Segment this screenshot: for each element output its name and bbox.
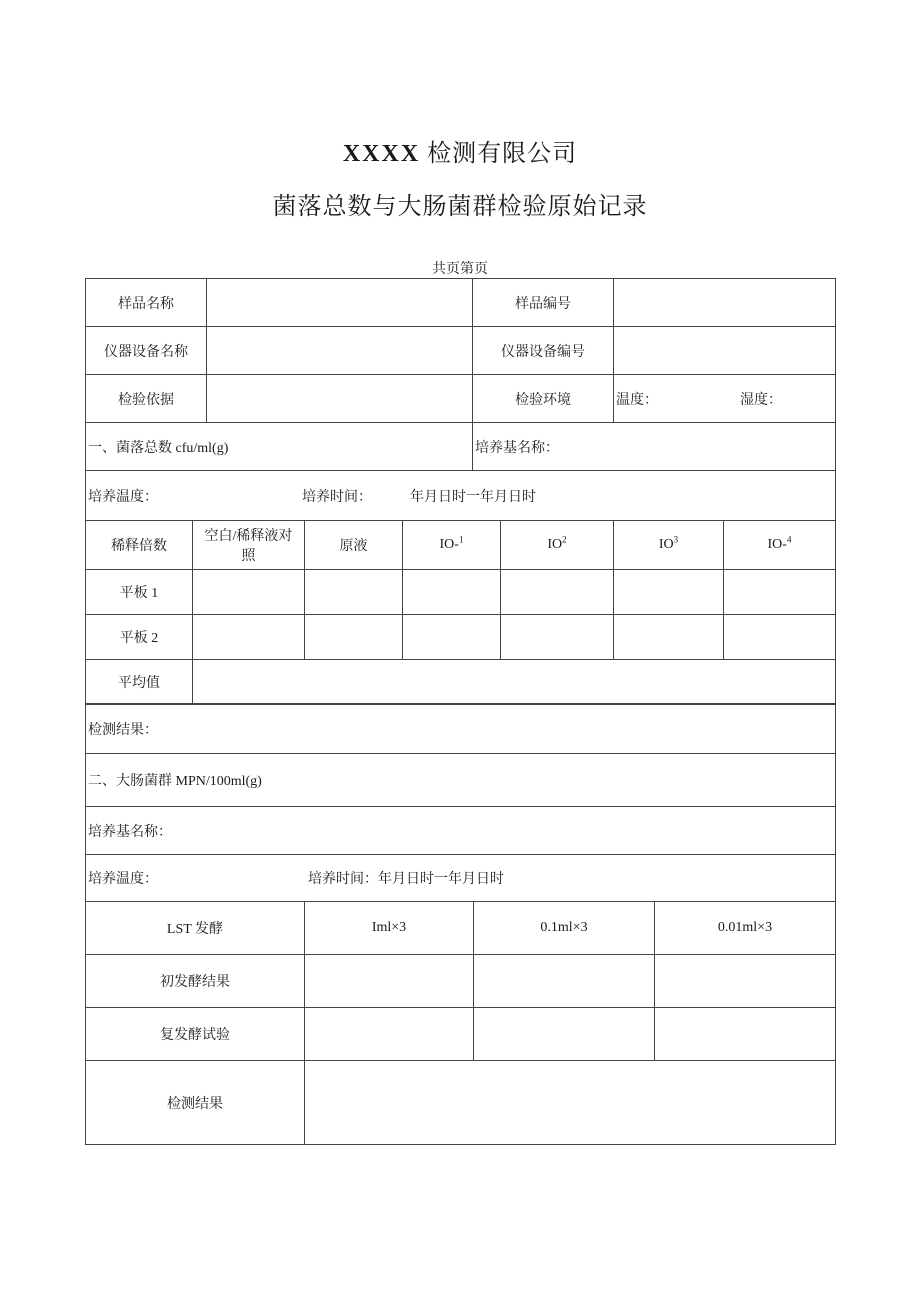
table-row [86, 279, 836, 327]
section1-result-field[interactable]: 检测结果： [86, 704, 836, 754]
company-name-latin: XXXX [342, 141, 421, 167]
company-name [0, 133, 920, 168]
plate1-io4-cell[interactable] [724, 570, 836, 615]
section2-result-field[interactable] [305, 1061, 836, 1145]
io1-base: IO [439, 537, 455, 552]
io4-header [724, 521, 836, 570]
plate2-io4-cell[interactable] [724, 615, 836, 660]
repeat-col3-cell[interactable] [655, 1008, 836, 1061]
initial-ferment-label: 初发酵结果 [86, 955, 305, 1008]
lst-label: LST 发酵 [86, 902, 305, 955]
table-row [86, 471, 836, 521]
plate2-stock-cell[interactable] [305, 615, 403, 660]
section2-time-label: 培养时间： [308, 872, 378, 887]
repeat-col1-cell[interactable] [305, 1008, 474, 1061]
section1-title: 一、菌落总数 cfu/ml(g) [86, 423, 473, 471]
section2-result-label: 检测结果 [86, 1061, 305, 1145]
table-row [86, 1061, 836, 1145]
section2-title: 二、大肠菌群 MPN/100ml(g) [86, 754, 836, 807]
humidity-label: 湿度： [740, 392, 782, 408]
plate2-blank-cell[interactable] [193, 615, 305, 660]
basis-label: 检验依据 [86, 375, 207, 423]
initial-col1-cell[interactable] [305, 955, 474, 1008]
plate1-label: 平板 1 [86, 570, 193, 615]
table-row [86, 660, 836, 705]
table-row [86, 1008, 836, 1061]
document-title: 菌落总数与大肠菌群检验原始记录 [272, 194, 648, 220]
section2-time-value: 年月日时一年月日时 [378, 872, 504, 887]
io2-base: IO [547, 537, 563, 552]
page-info: 共页第页 [432, 262, 488, 277]
table-row [86, 807, 836, 855]
io4-base: IO [767, 537, 783, 552]
table-row [86, 570, 836, 615]
section1-temp-label: 培养温度： [88, 489, 158, 505]
stock-label: 原液 [305, 521, 403, 570]
table-row [86, 955, 836, 1008]
sample-name-label: 样品名称 [86, 279, 207, 327]
table-row [86, 615, 836, 660]
average-label: 平均值 [86, 660, 193, 705]
section1-medium-label[interactable]: 培养基名称： [473, 423, 836, 471]
io2-header [501, 521, 614, 570]
instrument-name-label: 仪器设备名称 [86, 327, 207, 375]
io3-exponent: 3 [673, 534, 679, 545]
instrument-no-label: 仪器设备编号 [473, 327, 614, 375]
basis-field[interactable] [207, 375, 473, 423]
company-name-cjk: 检测有限公司 [427, 141, 578, 167]
table-row [86, 521, 836, 570]
io3-base: IO [658, 537, 674, 552]
average-field[interactable] [193, 660, 836, 705]
section1-time-value: 年月日时一年月日时 [410, 489, 536, 505]
coliform-info-table [85, 703, 836, 902]
section1-culture-row[interactable] [86, 471, 836, 521]
lst-col2-header: 0.1ml×3 [474, 902, 655, 955]
temperature-label: 温度： [616, 392, 658, 408]
table-row [86, 855, 836, 902]
table-row [86, 902, 836, 955]
plate2-io3-cell[interactable] [614, 615, 724, 660]
section2-medium-label[interactable]: 培养基名称： [86, 807, 836, 855]
colony-count-table [85, 520, 836, 705]
initial-col3-cell[interactable] [655, 955, 836, 1008]
env-field[interactable] [614, 375, 836, 423]
repeat-col2-cell[interactable] [474, 1008, 655, 1061]
plate2-io2-cell[interactable] [501, 615, 614, 660]
dilution-label: 稀释倍数 [86, 521, 193, 570]
instrument-name-field[interactable] [207, 327, 473, 375]
sample-info-table [85, 278, 836, 521]
io1-header [403, 521, 501, 570]
io2-exponent: 2 [562, 534, 567, 545]
lst-col3-header: 0.01ml×3 [655, 902, 836, 955]
lst-col1-header: Iml×3 [305, 902, 474, 955]
sample-no-field[interactable] [614, 279, 836, 327]
plate1-io3-cell[interactable] [614, 570, 724, 615]
repeat-ferment-label: 复发酵试验 [86, 1008, 305, 1061]
table-row [86, 375, 836, 423]
plate1-io2-cell[interactable] [501, 570, 614, 615]
lst-fermentation-table [85, 901, 836, 1145]
plate2-io1-cell[interactable] [403, 615, 501, 660]
sample-no-label: 样品编号 [473, 279, 614, 327]
io3-header [614, 521, 724, 570]
section2-culture-row[interactable] [86, 855, 836, 902]
blank-control-label: 空白/稀释液对照 [193, 521, 305, 570]
table-row [86, 423, 836, 471]
section2-temp-label: 培养温度： [88, 872, 158, 887]
io4-exponent: 4 [786, 534, 792, 545]
io1-exponent: 1 [458, 534, 464, 545]
plate1-stock-cell[interactable] [305, 570, 403, 615]
env-label: 检验环境 [473, 375, 614, 423]
plate1-blank-cell[interactable] [193, 570, 305, 615]
plate1-io1-cell[interactable] [403, 570, 501, 615]
section1-time-label: 培养时间： [302, 489, 372, 505]
instrument-no-field[interactable] [614, 327, 836, 375]
sample-name-field[interactable] [207, 279, 473, 327]
plate2-label: 平板 2 [86, 615, 193, 660]
io4-prefix: - [782, 537, 787, 552]
initial-col2-cell[interactable] [474, 955, 655, 1008]
table-row [86, 327, 836, 375]
io1-prefix: - [454, 537, 459, 552]
table-row [86, 704, 836, 754]
table-row [86, 754, 836, 807]
